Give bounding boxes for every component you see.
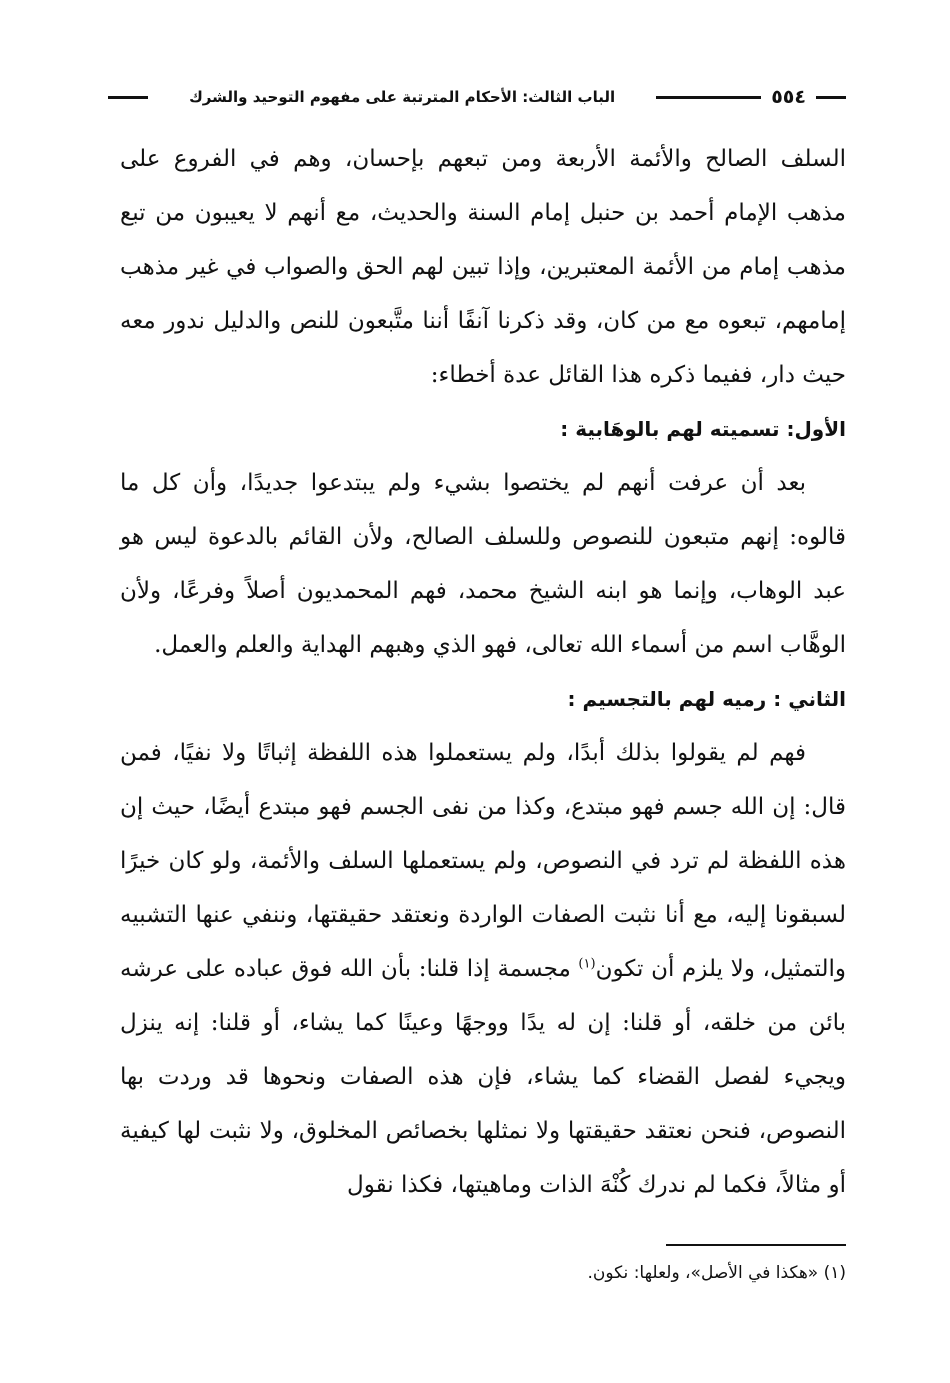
first-point-paragraph: بعد أن عرفت أنهم لم يختصوا بشيء ولم يبتدعوا جديدًا، وأن كل ما قالوه: إنهم متبعون للنصوص وللسلف الصالح، ولأن القائم بالدعوة ليس هو عبد الوهاب، وإنما هو ابنه الشيخ محمد، فهم المحمديون أصلاً وفرعًا، ولأن الوهَّاب اسم من أسماء الله تعالى، فهو الذي وهبهم الهداية والعلم والعمل.	[120, 470, 846, 658]
header-dash	[108, 96, 148, 99]
second-point-paragraph	[120, 726, 846, 1212]
intro-paragraph: السلف الصالح والأئمة الأربعة ومن تبعهم بإحسان، وهم في الفروع على مذهب الإمام أحمد بن حنبل إمام السنة والحديث، مع أنهم لا يعيبون من تبع مذهب إمام من الأئمة المعتبرين، وإذا تبين لهم الحق والصواب في غير مذهب إمامهم، تبعوه مع من كان، وقد ذكرنا آنفًا أننا متَّبعون للنص والدليل ندور معه حيث دار، ففيما ذكره هذا القائل عدة أخطاء:	[120, 146, 846, 388]
section-heading-first: الأول: تسميته لهم بالوهَابية :	[560, 417, 846, 441]
second-point-text-a: فهم لم يقولوا بذلك أبدًا، ولم يستعملوا هذه اللفظة إثباتًا ولا نفيًا، فمن قال: إن الله جسم فهو مبتدع، وكذا من نفى الجسم فهو مبتدع أيضًا، حيث إن هذه اللفظة لم ترد في النصوص، ولم يستعملها السلف والأئمة، ولو كان خيرًا لسبقونا إليه، مع أنا نثبت الصفات الواردة ونعتقد حقيقتها، وننفي عنها التشبيه والتمثيل، ولا يلزم أن تكون	[120, 740, 846, 982]
header-dash	[816, 96, 846, 99]
page-number: ٥٥٤	[771, 86, 806, 108]
footnote-separator	[666, 1244, 846, 1246]
chapter-title: الباب الثالث: الأحكام المترتبة على مفهوم التوحيد والشرك	[189, 88, 616, 106]
header-dash	[656, 96, 761, 99]
footnote: (١) «هكذا في الأصل»، ولعلها: نكون.	[587, 1263, 846, 1283]
footnote-reference[interactable]: (١)	[578, 956, 596, 972]
page-body	[120, 132, 846, 1212]
running-header	[108, 82, 846, 112]
section-heading-second: الثاني : رميه لهم بالتجسيم :	[567, 687, 846, 711]
second-point-text-b: مجسمة إذا قلنا: بأن الله فوق عباده على عرشه بائن من خلقه، أو قلنا: إن له يدًا ووجهًا وعينًا كما يشاء، أو قلنا: إنه ينزل ويجيء لفصل القضاء كما يشاء، فإن هذه الصفات ونحوها قد وردت بها النصوص، فنحن نعتقد حقيقتها ولا نمثلها بخصائص المخلوق، ولا نثبت لها كيفية أو مثالاً، فكما لم ندرك كُنْهَ الذات وماهيتها، فكذا نقول	[120, 956, 847, 1198]
